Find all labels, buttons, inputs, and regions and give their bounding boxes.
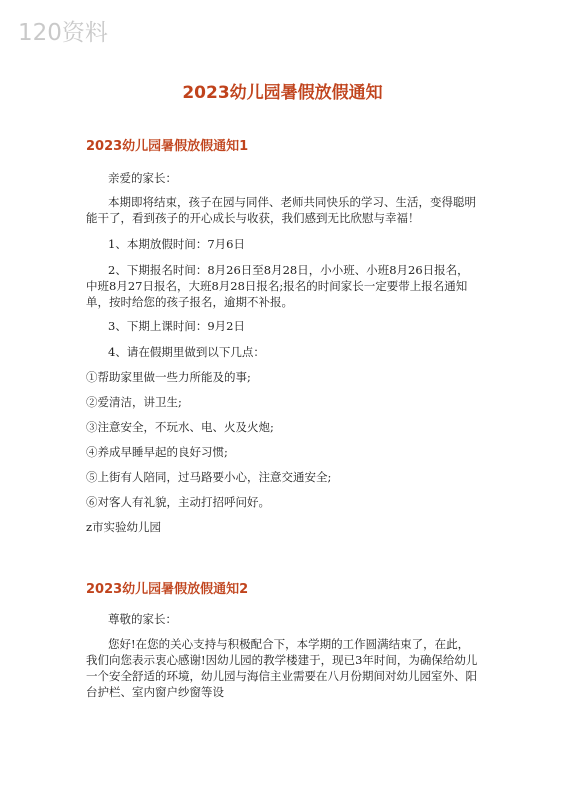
section-1-item-1: 1、本期放假时间：7月6日 bbox=[108, 237, 245, 251]
section-1-intro-paragraph: 本期即将结束，孩子在园与同伴、老师共同快乐的学习、生活，变得聪明能干了，看到孩子的开心成长与收获，我们感到无比欣慰与幸福！ bbox=[86, 195, 476, 225]
section-2-salutation: 尊敬的家长： bbox=[108, 612, 177, 626]
section-1-point-3: ③注意安全，不玩水、电、火及火炮; bbox=[86, 420, 274, 434]
section-2-heading: 2023幼儿园暑假放假通知2 bbox=[86, 582, 249, 597]
section-1-heading: 2023幼儿园暑假放假通知1 bbox=[86, 139, 249, 154]
section-1-item-3: 3、下期上课时间：9月2日 bbox=[108, 319, 245, 333]
document-title: 2023幼儿园暑假放假通知 bbox=[182, 83, 383, 103]
section-1-item-4: 4、请在假期里做到以下几点： bbox=[108, 345, 265, 359]
section-1-signature: z市实验幼儿园 bbox=[86, 520, 162, 534]
watermark: 120资料 bbox=[18, 20, 108, 46]
section-1-point-2: ②爱清洁，讲卫生; bbox=[86, 395, 182, 409]
section-1-point-5: ⑤上街有人陪同，过马路要小心，注意交通安全; bbox=[86, 470, 332, 484]
section-2-body-paragraph: 您好!在您的关心支持与积极配合下，本学期的工作圆满结束了，在此，我们向您表示衷心感谢!因幼儿园的教学楼建于，现已3年时间，为确保给幼儿一个安全舒适的环境，幼儿园与海信主业需要在八月份期间对幼儿园室外、阳台护栏、室内窗户纱窗等设 bbox=[86, 637, 478, 699]
section-1-salutation: 亲爱的家长： bbox=[108, 171, 177, 185]
section-1-point-1: ①帮助家里做一些力所能及的事; bbox=[86, 370, 251, 384]
section-1-point-4: ④养成早睡早起的良好习惯; bbox=[86, 445, 228, 459]
section-1-point-6: ⑥对客人有礼貌，主动打招呼问好。 bbox=[86, 495, 270, 509]
section-1-item-2: 2、下期报名时间：8月26日至8月28日，小小班、小班8月26日报名，中班8月27日报名，大班8月28日报名;报名的时间家长一定要带上报名通知单，按时给您的孩子报名，逾期不补报。 bbox=[86, 263, 469, 309]
